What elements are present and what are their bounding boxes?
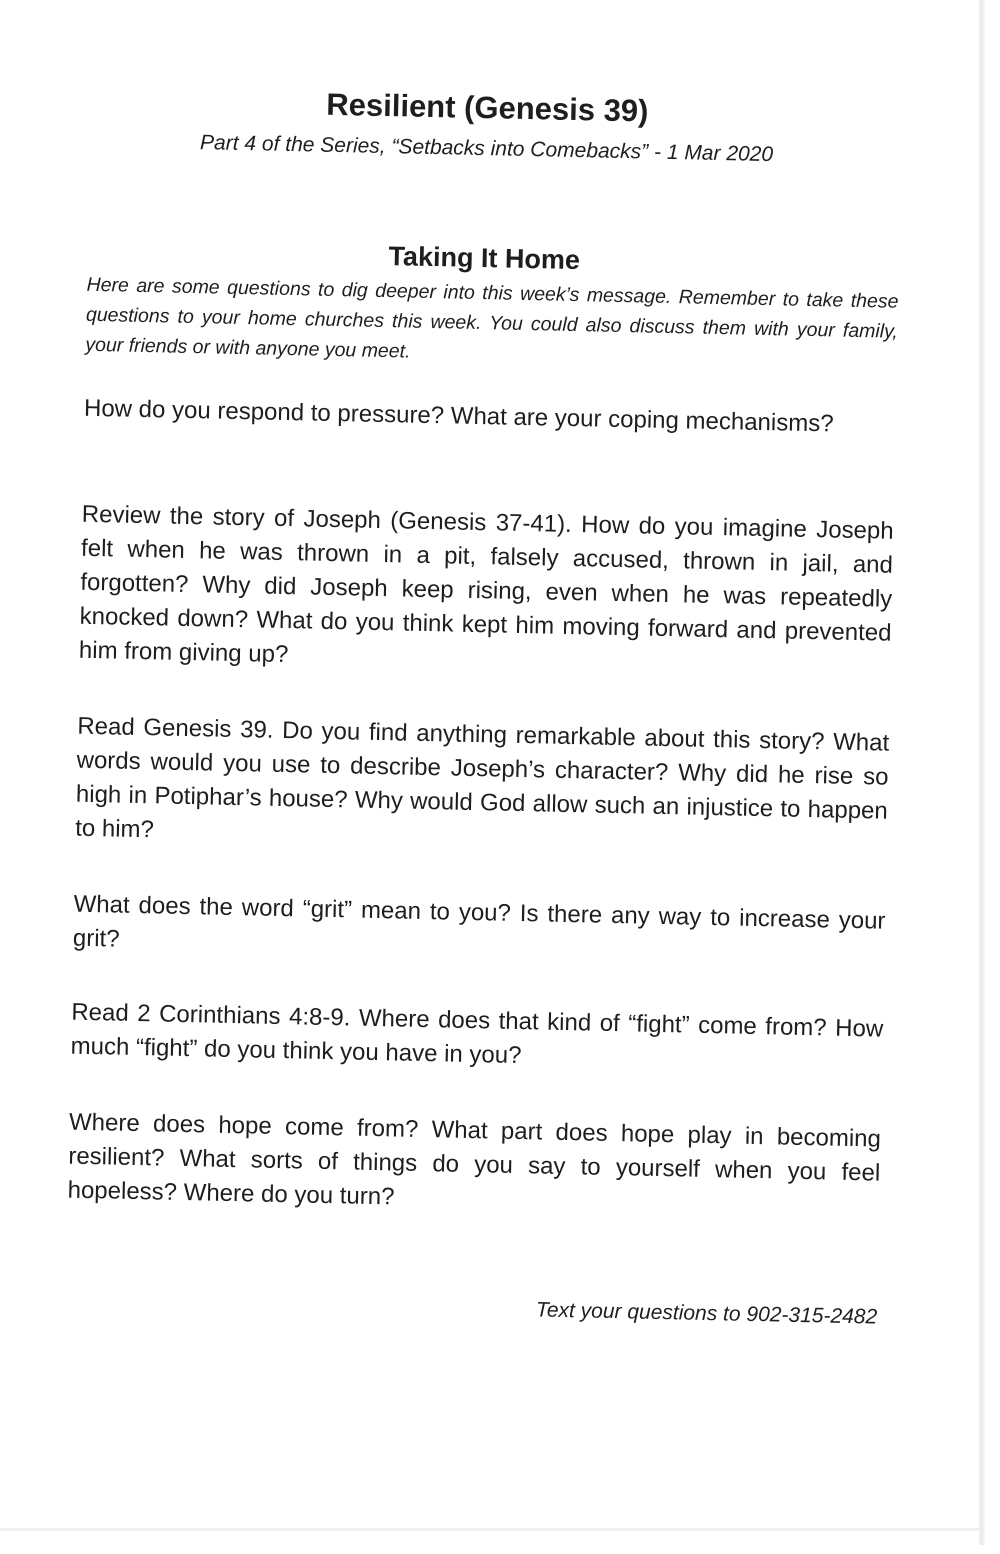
question-1: How do you respond to pressure? What are your coping mechanisms? — [83, 394, 834, 438]
question-2: Review the story of Joseph (Genesis 37-41). How do you imagine Joseph felt when he was thrown in a pit, falsely accused, thrown in jail, and forgotten? Why did Joseph keep rising, even when he was repeatedly knocked down? What do you think kept him moving forward and prevented him from giving up? — [78, 500, 894, 669]
scan-edge-shadow — [978, 0, 986, 1545]
question-6: Where does hope come from? What part does hope play in becoming resilient? What sorts of things do you say to yourself when you feel hopeless? Where do you turn? — [67, 1108, 882, 1211]
question-3: Read Genesis 39. Do you find anything remarkable about this story? What words would you use to describe Joseph’s character? Why did he rise so high in Potiphar’s house? Why would God allow such an injustice to happen to him? — [74, 712, 890, 844]
series-subtitle: Part 4 of the Series, “Setbacks into Comebacks” - 1 Mar 2020 — [199, 131, 774, 167]
intro-paragraph: Here are some questions to dig deeper into this week’s message. Remember to take these questions to your home churches this week. You could also discuss them with your family, your friends or with anyone you meet. — [85, 273, 899, 363]
contact-footer: Text your questions to 902-315-2482 — [535, 1298, 878, 1329]
page-title: Resilient (Genesis 39) — [325, 86, 649, 129]
question-4: What does the word “grit” mean to you? Is there any way to increase your grit? — [72, 890, 886, 953]
handout-page — [42, 0, 904, 1554]
question-5: Read 2 Corinthians 4:8-9. Where does that kind of “fight” come from? How much “fight” do you think you have in you? — [70, 998, 884, 1070]
section-heading: Taking It Home — [388, 241, 581, 276]
